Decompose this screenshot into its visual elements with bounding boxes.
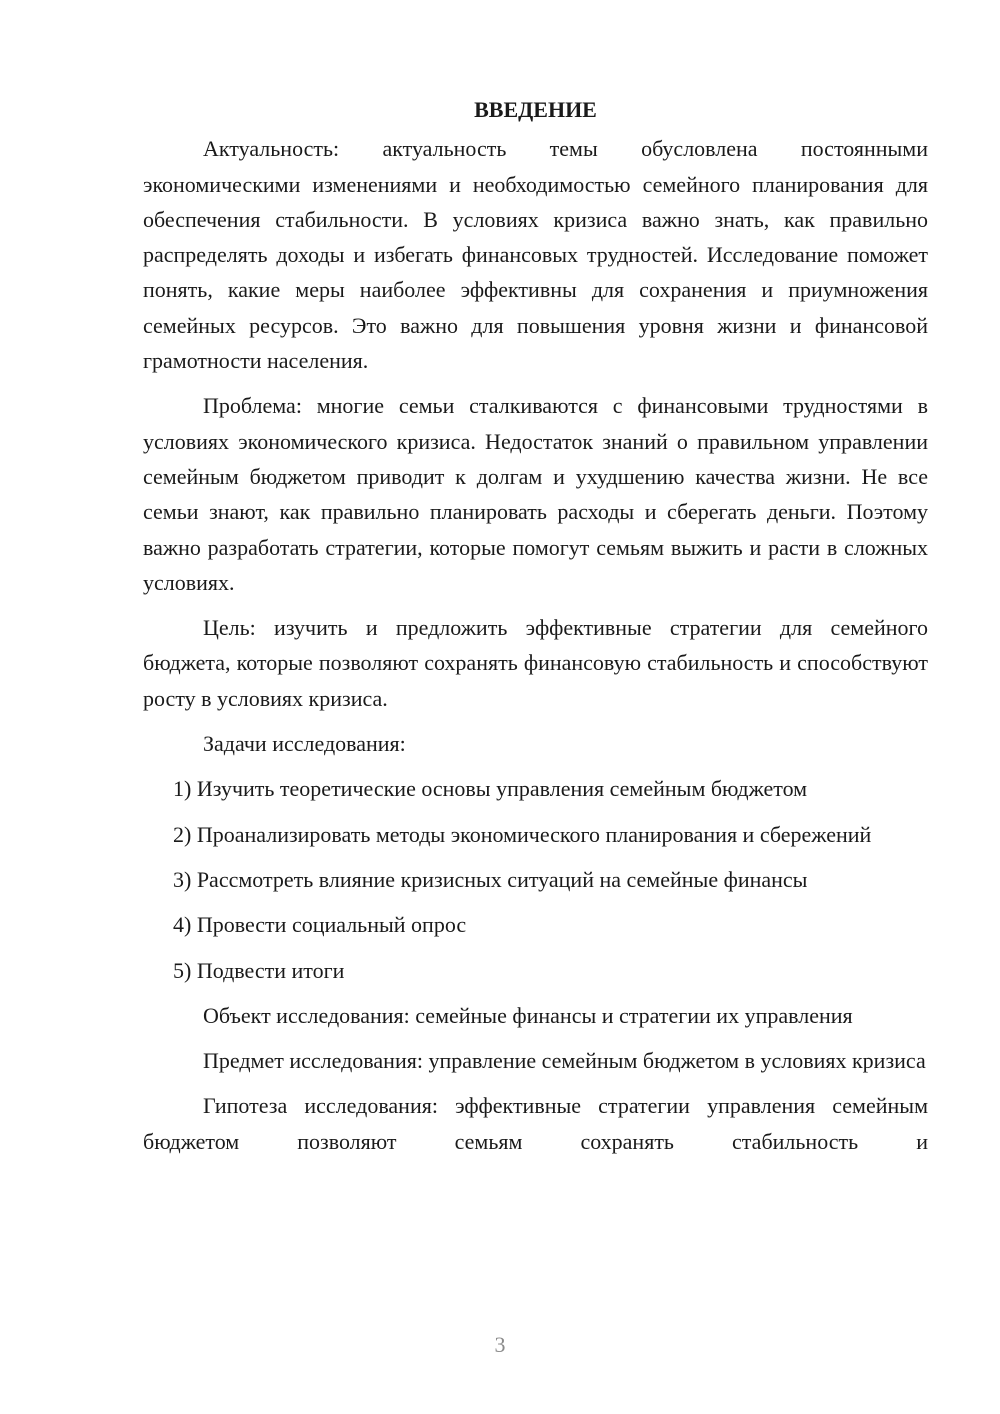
relevance-paragraph: Актуальность: актуальность темы обусловлена постоянными экономическими изменениями и необходимостью семейного планирования для обеспечения стабильности. В условиях кризиса важно знать, как правильно распределять доходы и избегать финансовых трудностей. Исследование поможет понять, какие меры наиболее эффективны для сохранения и приумножения семейных ресурсов. Это важно для повышения уровня жизни и финансовой грамотности населения. <box>143 136 928 374</box>
problem-paragraph: Проблема: многие семьи сталкиваются с финансовыми трудностями в условиях экономического кризиса. Недостаток знаний о правильном управлении семейным бюджетом приводит к долгам и ухудшению качества жизни. Не все семьи знают, как правильно планировать расходы и сберегать деньги. Поэтому важно разработать стратегии, которые помогут семьям выжить и расти в сложных условиях. <box>143 393 928 595</box>
task-item: 5) Подвести итоги <box>173 957 345 983</box>
tasks-heading: Задачи исследования: <box>203 731 406 757</box>
goal-paragraph: Цель: изучить и предложить эффективные стратегии для семейного бюджета, которые позволяют сохранять финансовую стабильность и способствуют росту в условиях кризиса. <box>143 615 928 711</box>
task-item: 3) Рассмотреть влияние кризисных ситуаций на семейные финансы <box>173 866 808 892</box>
subject-paragraph: Предмет исследования: управление семейным бюджетом в условиях кризиса <box>203 1048 926 1074</box>
task-item: 2) Проанализировать методы экономического планирования и сбережений <box>173 821 872 847</box>
page-number: 3 <box>494 1332 506 1357</box>
hypothesis-paragraph: Гипотеза исследования: эффективные стратегии управления семейным бюджетом позволяют семьям сохранять стабильность и <box>143 1093 928 1154</box>
page-title: ВВЕДЕНИЕ <box>474 97 597 122</box>
task-item: 1) Изучить теоретические основы управления семейным бюджетом <box>173 776 808 802</box>
object-paragraph: Объект исследования: семейные финансы и стратегии их управления <box>203 1002 853 1028</box>
document-page <box>143 92 928 1169</box>
task-item: 4) Провести социальный опрос <box>173 912 467 938</box>
